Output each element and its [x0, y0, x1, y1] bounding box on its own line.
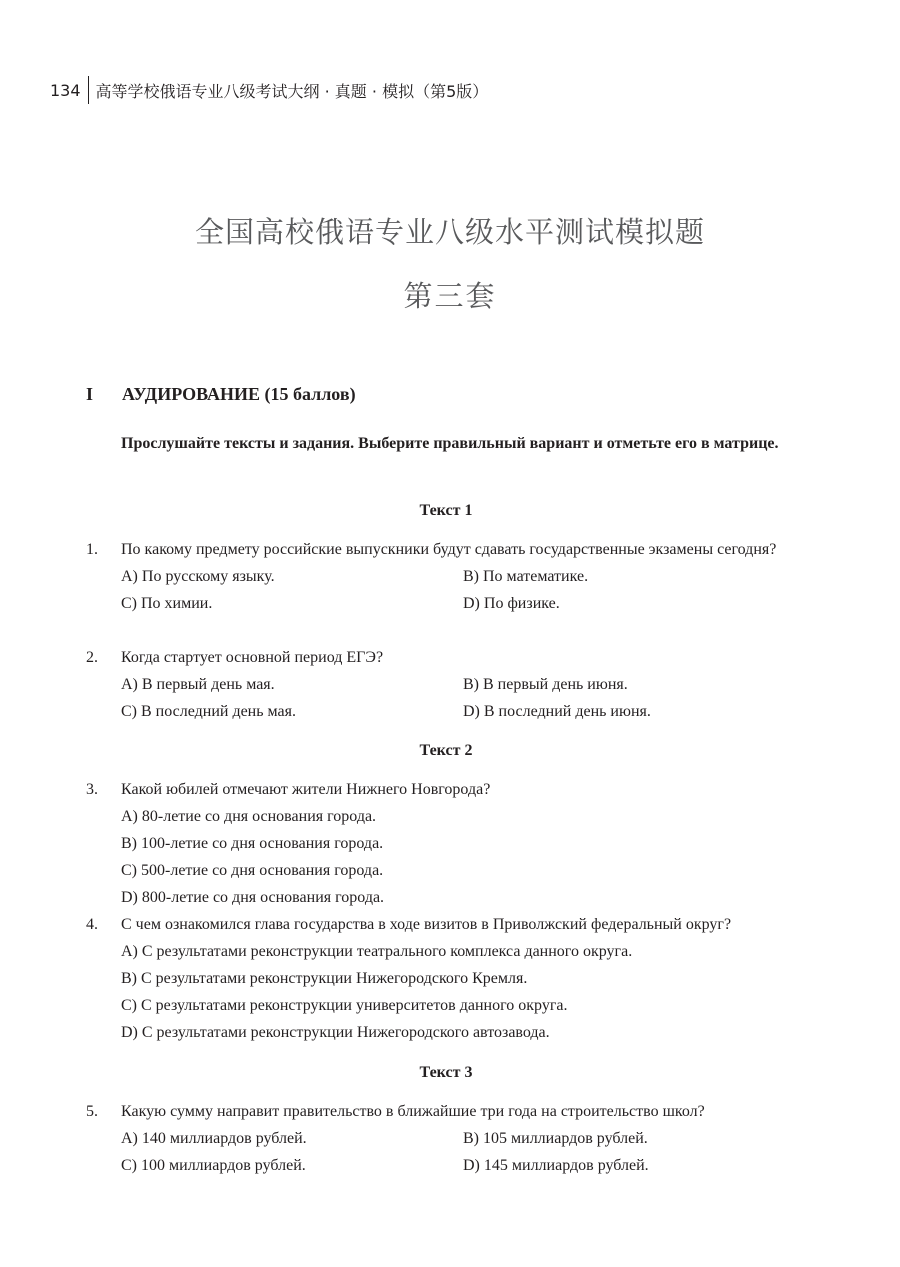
- question-text: Когда стартует основной период ЕГЭ?: [121, 649, 384, 666]
- option-a: A) По русскому языку.: [121, 568, 275, 585]
- question: [86, 1098, 808, 1179]
- question-text: С чем ознакомился глава государства в ходе визитов в Приволжский федеральный округ?: [121, 916, 732, 933]
- question-number: 5.: [86, 1103, 98, 1120]
- question: [86, 776, 808, 911]
- option-b: B) 100-летие со дня основания города.: [121, 835, 384, 852]
- options: [121, 803, 808, 911]
- options: [121, 563, 808, 617]
- section-number: I: [86, 384, 94, 404]
- option-d: D) По физике.: [463, 595, 560, 612]
- section-title: АУДИРОВАНИЕ (15 баллов): [122, 384, 356, 404]
- header-divider: [88, 76, 89, 104]
- option-a: A) В первый день мая.: [121, 676, 275, 693]
- option-c: C) 100 миллиардов рублей.: [121, 1157, 306, 1174]
- book-title: 高等学校俄语专业八级考试大纲 · 真题 · 模拟（第5版）: [95, 81, 489, 101]
- question: [86, 536, 808, 617]
- question-text: Какой юбилей отмечают жители Нижнего Новгорода?: [121, 781, 491, 798]
- section-instruction: Прослушайте тексты и задания. Выберите правильный вариант и отметьте его в матрице.: [121, 435, 779, 452]
- options: [121, 671, 808, 725]
- option-c: C) 500-летие со дня основания города.: [121, 862, 384, 879]
- question-text: Какую сумму направит правительство в ближайшие три года на строительство школ?: [121, 1103, 705, 1120]
- question: [86, 644, 808, 725]
- question-number: 1.: [86, 541, 98, 558]
- section-heading: [86, 384, 356, 405]
- text-heading: Текст 2: [419, 742, 473, 759]
- text-heading: Текст 1: [419, 502, 473, 519]
- page-title: 全国高校俄语专业八级水平测试模拟题: [194, 215, 705, 249]
- options: [121, 938, 808, 1046]
- option-c: C) В последний день мая.: [121, 703, 297, 720]
- option-a: A) С результатами реконструкции театрального комплекса данного округа.: [121, 943, 633, 960]
- question-number: 2.: [86, 649, 98, 666]
- option-d: D) 145 миллиардов рублей.: [463, 1157, 649, 1174]
- option-a: A) 80-летие со дня основания города.: [121, 808, 377, 825]
- option-c: C) По химии.: [121, 595, 213, 612]
- option-a: A) 140 миллиардов рублей.: [121, 1130, 307, 1147]
- option-b: B) В первый день июня.: [463, 676, 628, 693]
- page-subtitle: 第三套: [403, 279, 497, 313]
- option-d: D) 800-летие со дня основания города.: [121, 889, 385, 906]
- question-number: 4.: [86, 916, 98, 933]
- question-text: По какому предмету российские выпускники будут сдавать государственные экзамены сегодня?: [121, 541, 777, 558]
- option-b: B) С результатами реконструкции Нижегородского Кремля.: [121, 970, 528, 987]
- page-number: 134: [50, 80, 81, 100]
- option-c: C) С результатами реконструкции университетов данного округа.: [121, 997, 568, 1014]
- option-d: D) В последний день июня.: [463, 703, 651, 720]
- option-b: B) 105 миллиардов рублей.: [463, 1130, 648, 1147]
- running-header: [50, 76, 488, 104]
- options: [121, 1125, 808, 1179]
- question-number: 3.: [86, 781, 98, 798]
- question: [86, 911, 808, 1046]
- option-d: D) С результатами реконструкции Нижегородского автозавода.: [121, 1024, 550, 1041]
- text-heading: Текст 3: [419, 1064, 473, 1081]
- option-b: B) По математике.: [463, 568, 589, 585]
